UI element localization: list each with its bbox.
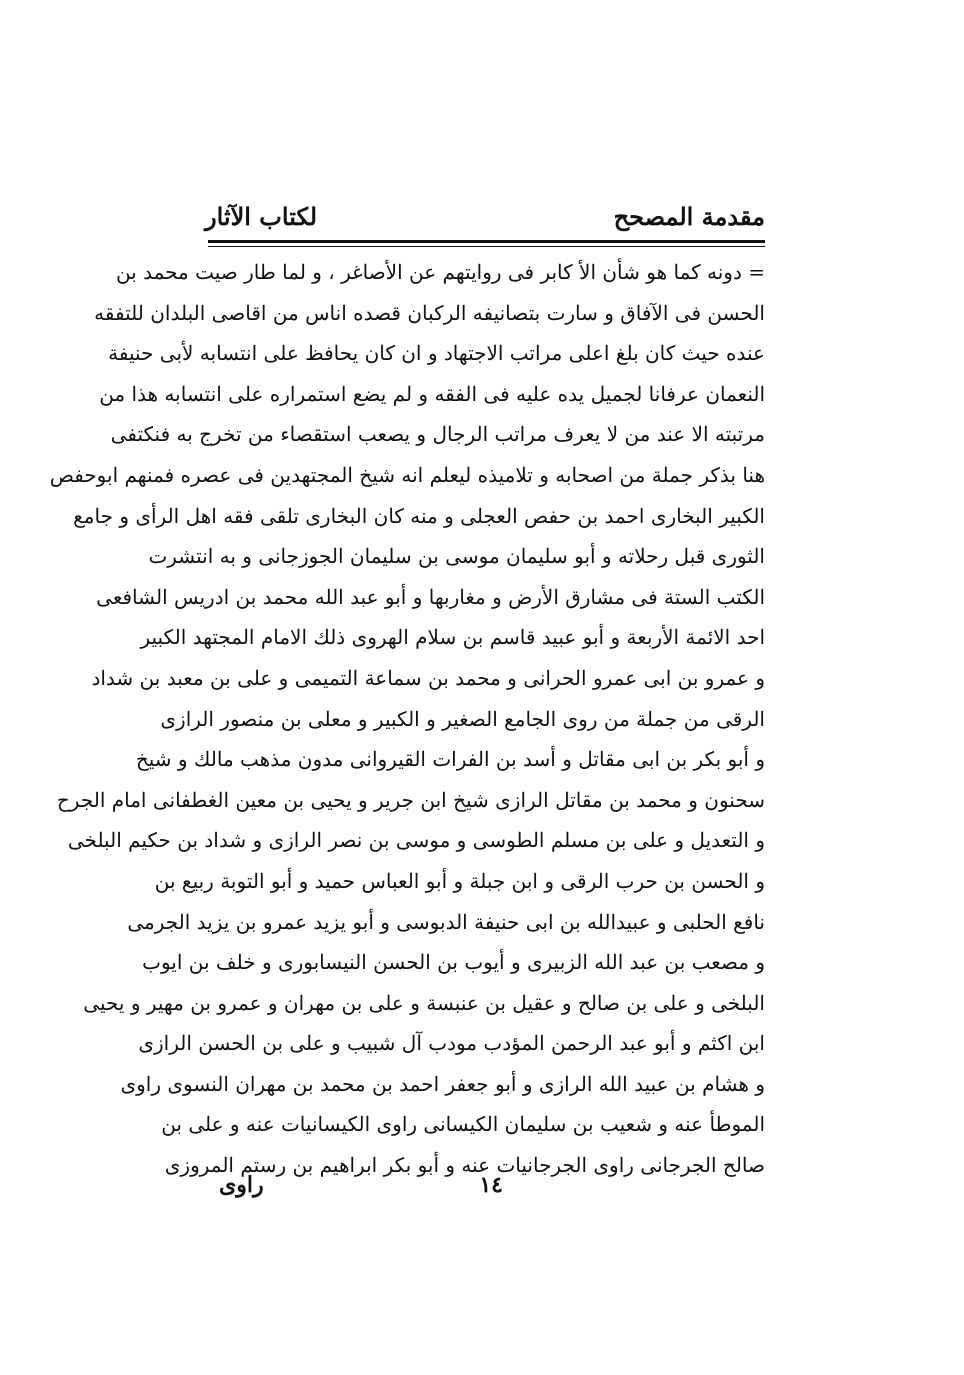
text-line: نافع الحلبى و عبيدالله بن ابى حنيفة الدبوسى و أبو يزيد عمرو بن يزيد الجرمى <box>127 909 765 934</box>
header-book-title: لكتاب الآثار <box>205 202 318 231</box>
text-line: البلخى و على بن صالح و عقيل بن عنبسة و على بن مهران و عمرو بن مهير و يحيى <box>83 990 765 1015</box>
text-line: احد الائمة الأربعة و أبو عبيد قاسم بن سلام الهروى ذلك الامام المجتهد الكبير <box>140 625 765 650</box>
text-line: و هشام بن عبيد الله الرازى و أبو جعفر احمد بن محمد بن مهران النسوى راوى <box>120 1071 765 1096</box>
text-line: و مصعب بن عبد الله الزبيرى و أيوب بن الحسن النيسابورى و خلف بن ايوب <box>142 950 765 975</box>
text-line: و أبو بكر بن ابى مقاتل و أسد بن الفرات القيروانى مدون مذهب مالك و شيخ <box>135 747 765 772</box>
text-line: و التعديل و على بن مسلم الطوسى و موسى بن نصر الرازى و شداد بن حكيم البلخى <box>67 828 765 853</box>
body-text <box>49 252 765 1186</box>
text-line: صالح الجرجانى راوى الجرجانيات عنه و أبو بكر ابراهيم بن رستم المروزى <box>164 1153 765 1178</box>
text-line: الثورى قبل رحلاته و أبو سليمان موسى بن سليمان الجوزجانى و به انتشرت <box>148 544 765 569</box>
text-line: عنده حيث كان بلغ اعلى مراتب الاجتهاد و ان كان يحافظ على انتسابه لأبى حنيفة <box>108 341 765 366</box>
header-rule-thick <box>208 240 765 243</box>
text-line: = دونه كما هو شأن الأ كابر فى روايتهم عن الأصاغر ، و لما طار صيت محمد بن <box>115 260 765 284</box>
page-footer <box>205 1172 765 1212</box>
text-line: و الحسن بن حرب الرقى و ابن جبلة و أبو العباس حميد و أبو التوبة ربيع بن <box>154 868 765 893</box>
running-header <box>205 198 765 238</box>
header-section-title: مقدمة المصحح <box>613 202 765 231</box>
text-line: الكبير البخارى احمد بن حفص العجلى و منه كان البخارى تلقى فقه اهل الرأى و جامع <box>73 503 765 528</box>
text-line: الموطأ عنه و شعيب بن سليمان الكيسانى راوى الكيسانيات عنه و على بن <box>161 1112 765 1137</box>
text-line: الكتب الستة فى مشارق الأرض و مغاربها و أبو عبد الله محمد بن ادريس الشافعى <box>96 584 765 609</box>
text-line: الرقى من جملة من روى الجامع الصغير و الكبير و معلى بن منصور الرازى <box>160 706 765 731</box>
text-line: الحسن فى الآفاق و سارت بتصانيفه الركبان قصده اناس من اقاصى البلدان للتفقه <box>94 300 765 325</box>
text-line: ابن اكثم و أبو عبد الرحمن المؤدب مودب آل شبيب و على بن الحسن الرازى <box>138 1031 765 1056</box>
header-rule-thin <box>208 246 765 247</box>
text-line: سحنون و محمد بن مقاتل الرازى شيخ ابن جرير و يحيى بن معين الغطفانى امام الجرح <box>56 787 765 812</box>
text-line: هنا بذكر جملة من اصحابه و تلاميذه ليعلم انه شيخ المجتهدين فى عصره فمنهم ابوحفص <box>49 462 765 487</box>
text-line: النعمان عرفانا لجميل يده عليه فى الفقه و لم يضع استمراره على انتسابه هذا من <box>99 381 765 406</box>
page-number: ١٤ <box>479 1172 503 1198</box>
text-line: مرتبته الا عند من لا يعرف مراتب الرجال و يصعب استقصاء من تخرج به فنكتفى <box>110 422 765 447</box>
catchword: راوى <box>219 1172 264 1198</box>
text-line: و عمرو بن ابى عمرو الحرانى و محمد بن سماعة التميمى و على بن معبد بن شداد <box>91 665 765 690</box>
